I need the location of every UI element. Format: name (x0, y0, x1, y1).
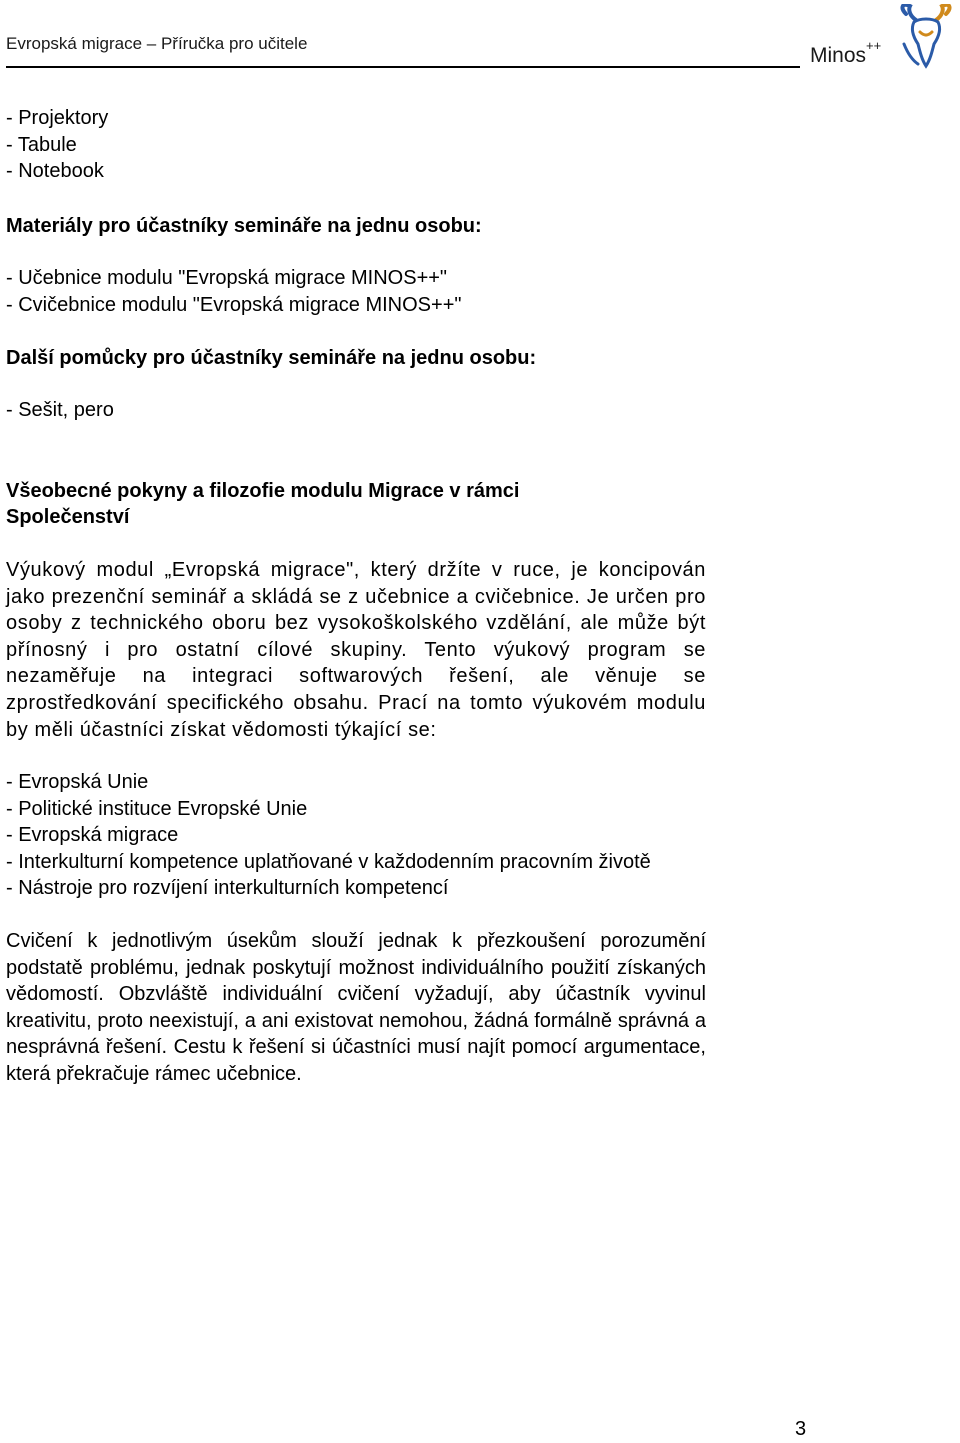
brand-superscript: ++ (866, 38, 882, 53)
bull-head-logo-icon (898, 4, 954, 70)
topic-item: - Evropská Unie (6, 771, 149, 794)
equipment-item: - Projektory (6, 107, 109, 129)
materials-heading: Materiály pro účastníky semináře na jednu osobu: (6, 214, 482, 237)
exercises-paragraph: Cvičení k jednotlivým úsekům slouží jednak k přezkoušení porozumění podstatě problému, jednak poskytují možnost individuálního použití získaných vědomostí. Obzvláště individuální cvičení vyžadují, aby účastník vyvinul kreativitu, proto neexistují, a ani existovat nemohou, žádná formálně správná a nesprávná řešení. Cestu k řešení si účastníci musí najít pomocí argumentace, která překračuje rámec učebnice. (6, 930, 706, 1086)
topic-item: - Nástroje pro rozvíjení interkulturních kompetencí (6, 877, 449, 900)
document-body (6, 105, 706, 1088)
equipment-item: - Tabule (6, 133, 77, 156)
brand-name: Minos++ (810, 38, 882, 67)
aids-heading: Další pomůcky pro účastníky semináře na jednu osobu: (6, 346, 537, 369)
aids-item: - Sešit, pero (6, 399, 114, 422)
topic-item: - Interkulturní kompetence uplatňované v každodenním pracovním životě (6, 850, 651, 873)
equipment-item: - Notebook (6, 160, 104, 183)
page-number: 3 (795, 1418, 807, 1440)
materials-item: - Učebnice modulu "Evropská migrace MINOS++" (6, 267, 448, 290)
header-rule (6, 66, 800, 68)
document-title: Evropská migrace – Příručka pro učitele (6, 34, 308, 53)
general-heading: Všeobecné pokyny a filozofie modulu Migrace v rámci Společenství (6, 479, 520, 529)
general-paragraph: Výukový modul „Evropská migrace", který držíte v ruce, je koncipován jako prezenční seminář a skládá se z učebnice a cvičebnice. Je určen pro osoby z technického oboru bez vysokoškolského vzdělání, ale může být přínosný i pro ostatní cílové skupiny. Tento výukový program se nezaměřuje na integraci softwarových řešení, ale věnuje se zprostředkování specifického obsahu. Prací na tomto výukovém modulu by měli účastníci získat vědomosti týkající se: (6, 558, 707, 741)
topic-item: - Politické instituce Evropské Unie (6, 797, 308, 820)
materials-item: - Cvičebnice modulu "Evropská migrace MINOS++" (6, 293, 462, 316)
topic-item: - Evropská migrace (6, 824, 179, 847)
